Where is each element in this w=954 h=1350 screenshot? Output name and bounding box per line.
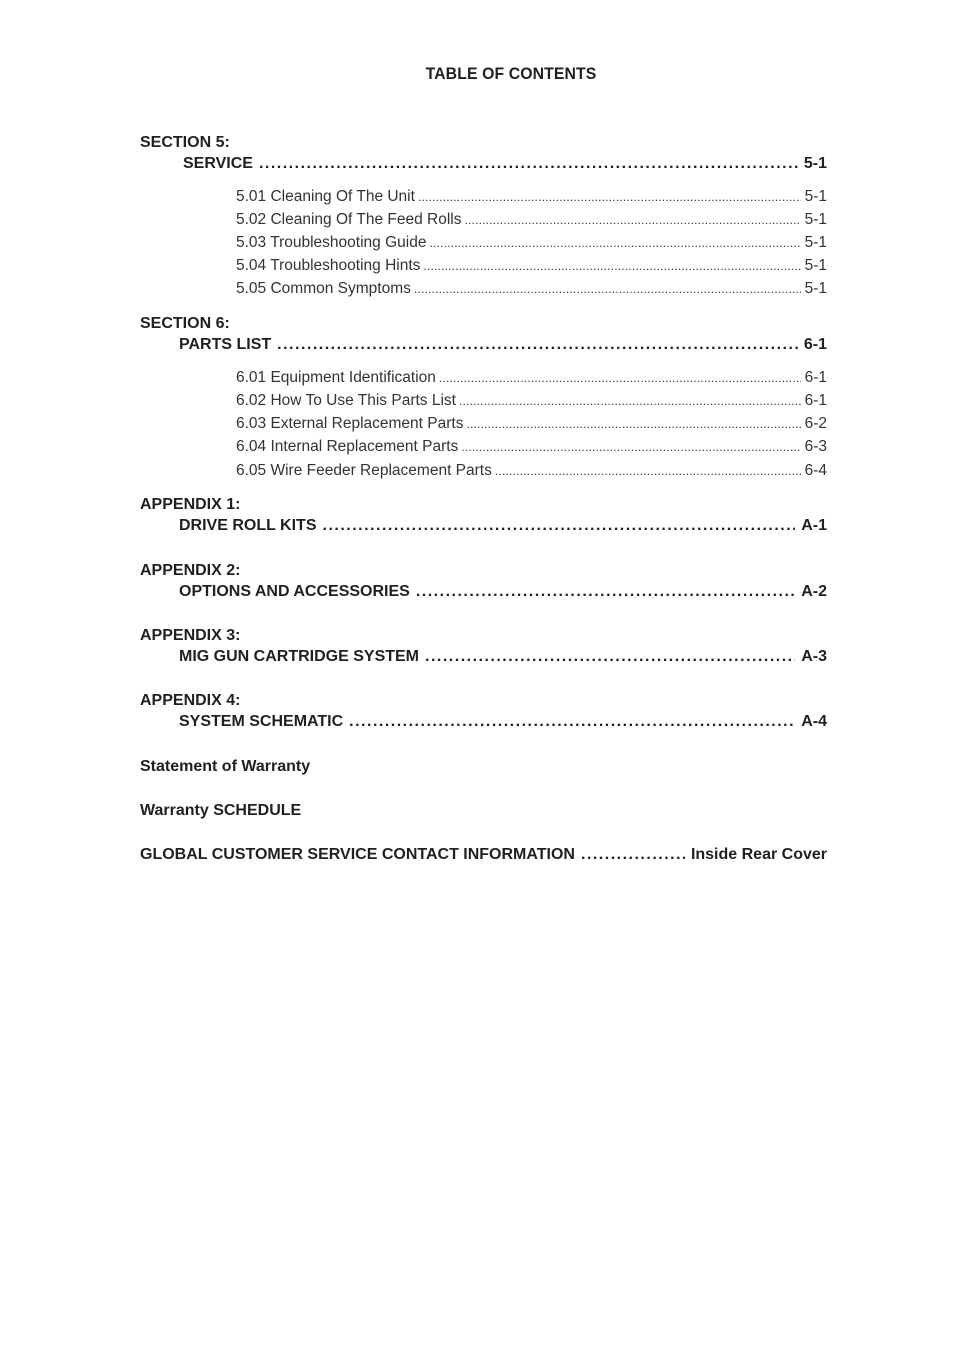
toc-subentry-page: 5-1 <box>804 234 827 251</box>
toc-subentry[interactable] <box>236 369 827 387</box>
toc-entry-page: A-4 <box>801 713 827 730</box>
toc-entry-page: A-3 <box>801 648 827 665</box>
toc-subentry-page: 5-1 <box>804 257 827 274</box>
toc-entry-page: Inside Rear Cover <box>690 846 827 863</box>
toc-entry-appendix[interactable] <box>179 517 827 535</box>
dot-leader <box>429 236 800 250</box>
toc-entry-page: A-1 <box>801 517 827 534</box>
toc-subentry-label: 5.05 Common Symptoms <box>236 280 411 297</box>
dot-leader <box>423 259 800 273</box>
toc-entry-page: A-2 <box>801 583 827 600</box>
toc-subentry-page: 5-1 <box>804 188 827 205</box>
page-title: TABLE OF CONTENTS <box>425 64 597 83</box>
toc-subentry[interactable] <box>236 211 827 229</box>
appendix-heading: APPENDIX 4: <box>140 692 241 709</box>
section-heading: SECTION 6: <box>140 315 230 332</box>
toc-subentry-label: 5.02 Cleaning Of The Feed Rolls <box>236 211 462 228</box>
toc-entry-page: 6-1 <box>803 336 827 353</box>
toc-subentry-page: 6-3 <box>804 438 827 455</box>
dot-leader <box>581 846 685 864</box>
toc-subentry[interactable] <box>236 280 827 298</box>
toc-entry-warranty-statement[interactable]: Statement of Warranty <box>140 758 311 775</box>
toc-subentry-label: 5.01 Cleaning Of The Unit <box>236 188 415 205</box>
dot-leader <box>495 464 801 478</box>
toc-entry-page: 5-1 <box>803 155 827 172</box>
dot-leader <box>259 155 798 173</box>
toc-entry-label: SYSTEM SCHEMATIC <box>179 713 344 730</box>
dot-leader <box>466 417 800 431</box>
toc-subentry-label: 6.02 How To Use This Parts List <box>236 392 456 409</box>
toc-subentry-label: 6.05 Wire Feeder Replacement Parts <box>236 462 492 479</box>
appendix-heading: APPENDIX 3: <box>140 627 241 644</box>
toc-subentry[interactable] <box>236 462 827 480</box>
toc-subentry-page: 6-4 <box>804 462 827 479</box>
toc-entry-appendix[interactable] <box>179 648 827 666</box>
toc-entry-warranty-schedule[interactable]: Warranty SCHEDULE <box>140 802 302 819</box>
toc-subentry-label: 5.03 Troubleshooting Guide <box>236 234 427 251</box>
dot-leader <box>416 583 795 601</box>
toc-entry-appendix[interactable] <box>179 583 827 601</box>
toc-entry-label: GLOBAL CUSTOMER SERVICE CONTACT INFORMATION <box>140 846 575 863</box>
toc-subentry[interactable] <box>236 438 827 456</box>
dot-leader <box>459 394 801 408</box>
toc-entry-service[interactable] <box>183 155 827 173</box>
toc-entry-label: DRIVE ROLL KITS <box>179 517 317 534</box>
toc-subentry-page: 6-1 <box>804 369 827 386</box>
toc-entry-contact[interactable] <box>140 846 827 864</box>
toc-subentry-page: 5-1 <box>804 211 827 228</box>
toc-subentry[interactable] <box>236 392 827 410</box>
dot-leader <box>349 713 795 731</box>
toc-subentry[interactable] <box>236 234 827 252</box>
toc-subentry-label: 6.01 Equipment Identification <box>236 369 436 386</box>
toc-subentry-page: 6-1 <box>804 392 827 409</box>
appendix-heading: APPENDIX 1: <box>140 496 241 513</box>
dot-leader <box>418 190 801 204</box>
toc-subentry[interactable] <box>236 188 827 206</box>
appendix-heading: APPENDIX 2: <box>140 562 241 579</box>
dot-leader <box>414 282 801 296</box>
dot-leader <box>277 336 798 354</box>
toc-entry-label: MIG GUN CARTRIDGE SYSTEM <box>179 648 420 665</box>
toc-entry-appendix[interactable] <box>179 713 827 731</box>
toc-subentry-label: 6.04 Internal Replacement Parts <box>236 438 459 455</box>
toc-entry-parts-list[interactable] <box>179 336 827 354</box>
toc-entry-label: OPTIONS AND ACCESSORIES <box>179 583 410 600</box>
toc-entry-label: SERVICE <box>183 155 253 172</box>
section-heading: SECTION 5: <box>140 134 230 151</box>
toc-subentry[interactable] <box>236 415 827 433</box>
toc-subentry-label: 5.04 Troubleshooting Hints <box>236 257 421 274</box>
toc-subentry-label: 6.03 External Replacement Parts <box>236 415 464 432</box>
dot-leader <box>464 213 800 227</box>
dot-leader <box>323 517 796 535</box>
dot-leader <box>425 648 795 666</box>
dot-leader <box>439 371 801 385</box>
toc-subentry-page: 5-1 <box>804 280 827 297</box>
toc-entry-label: PARTS LIST <box>179 336 272 353</box>
toc-subentry-page: 6-2 <box>804 415 827 432</box>
dot-leader <box>461 440 800 454</box>
toc-subentry[interactable] <box>236 257 827 275</box>
